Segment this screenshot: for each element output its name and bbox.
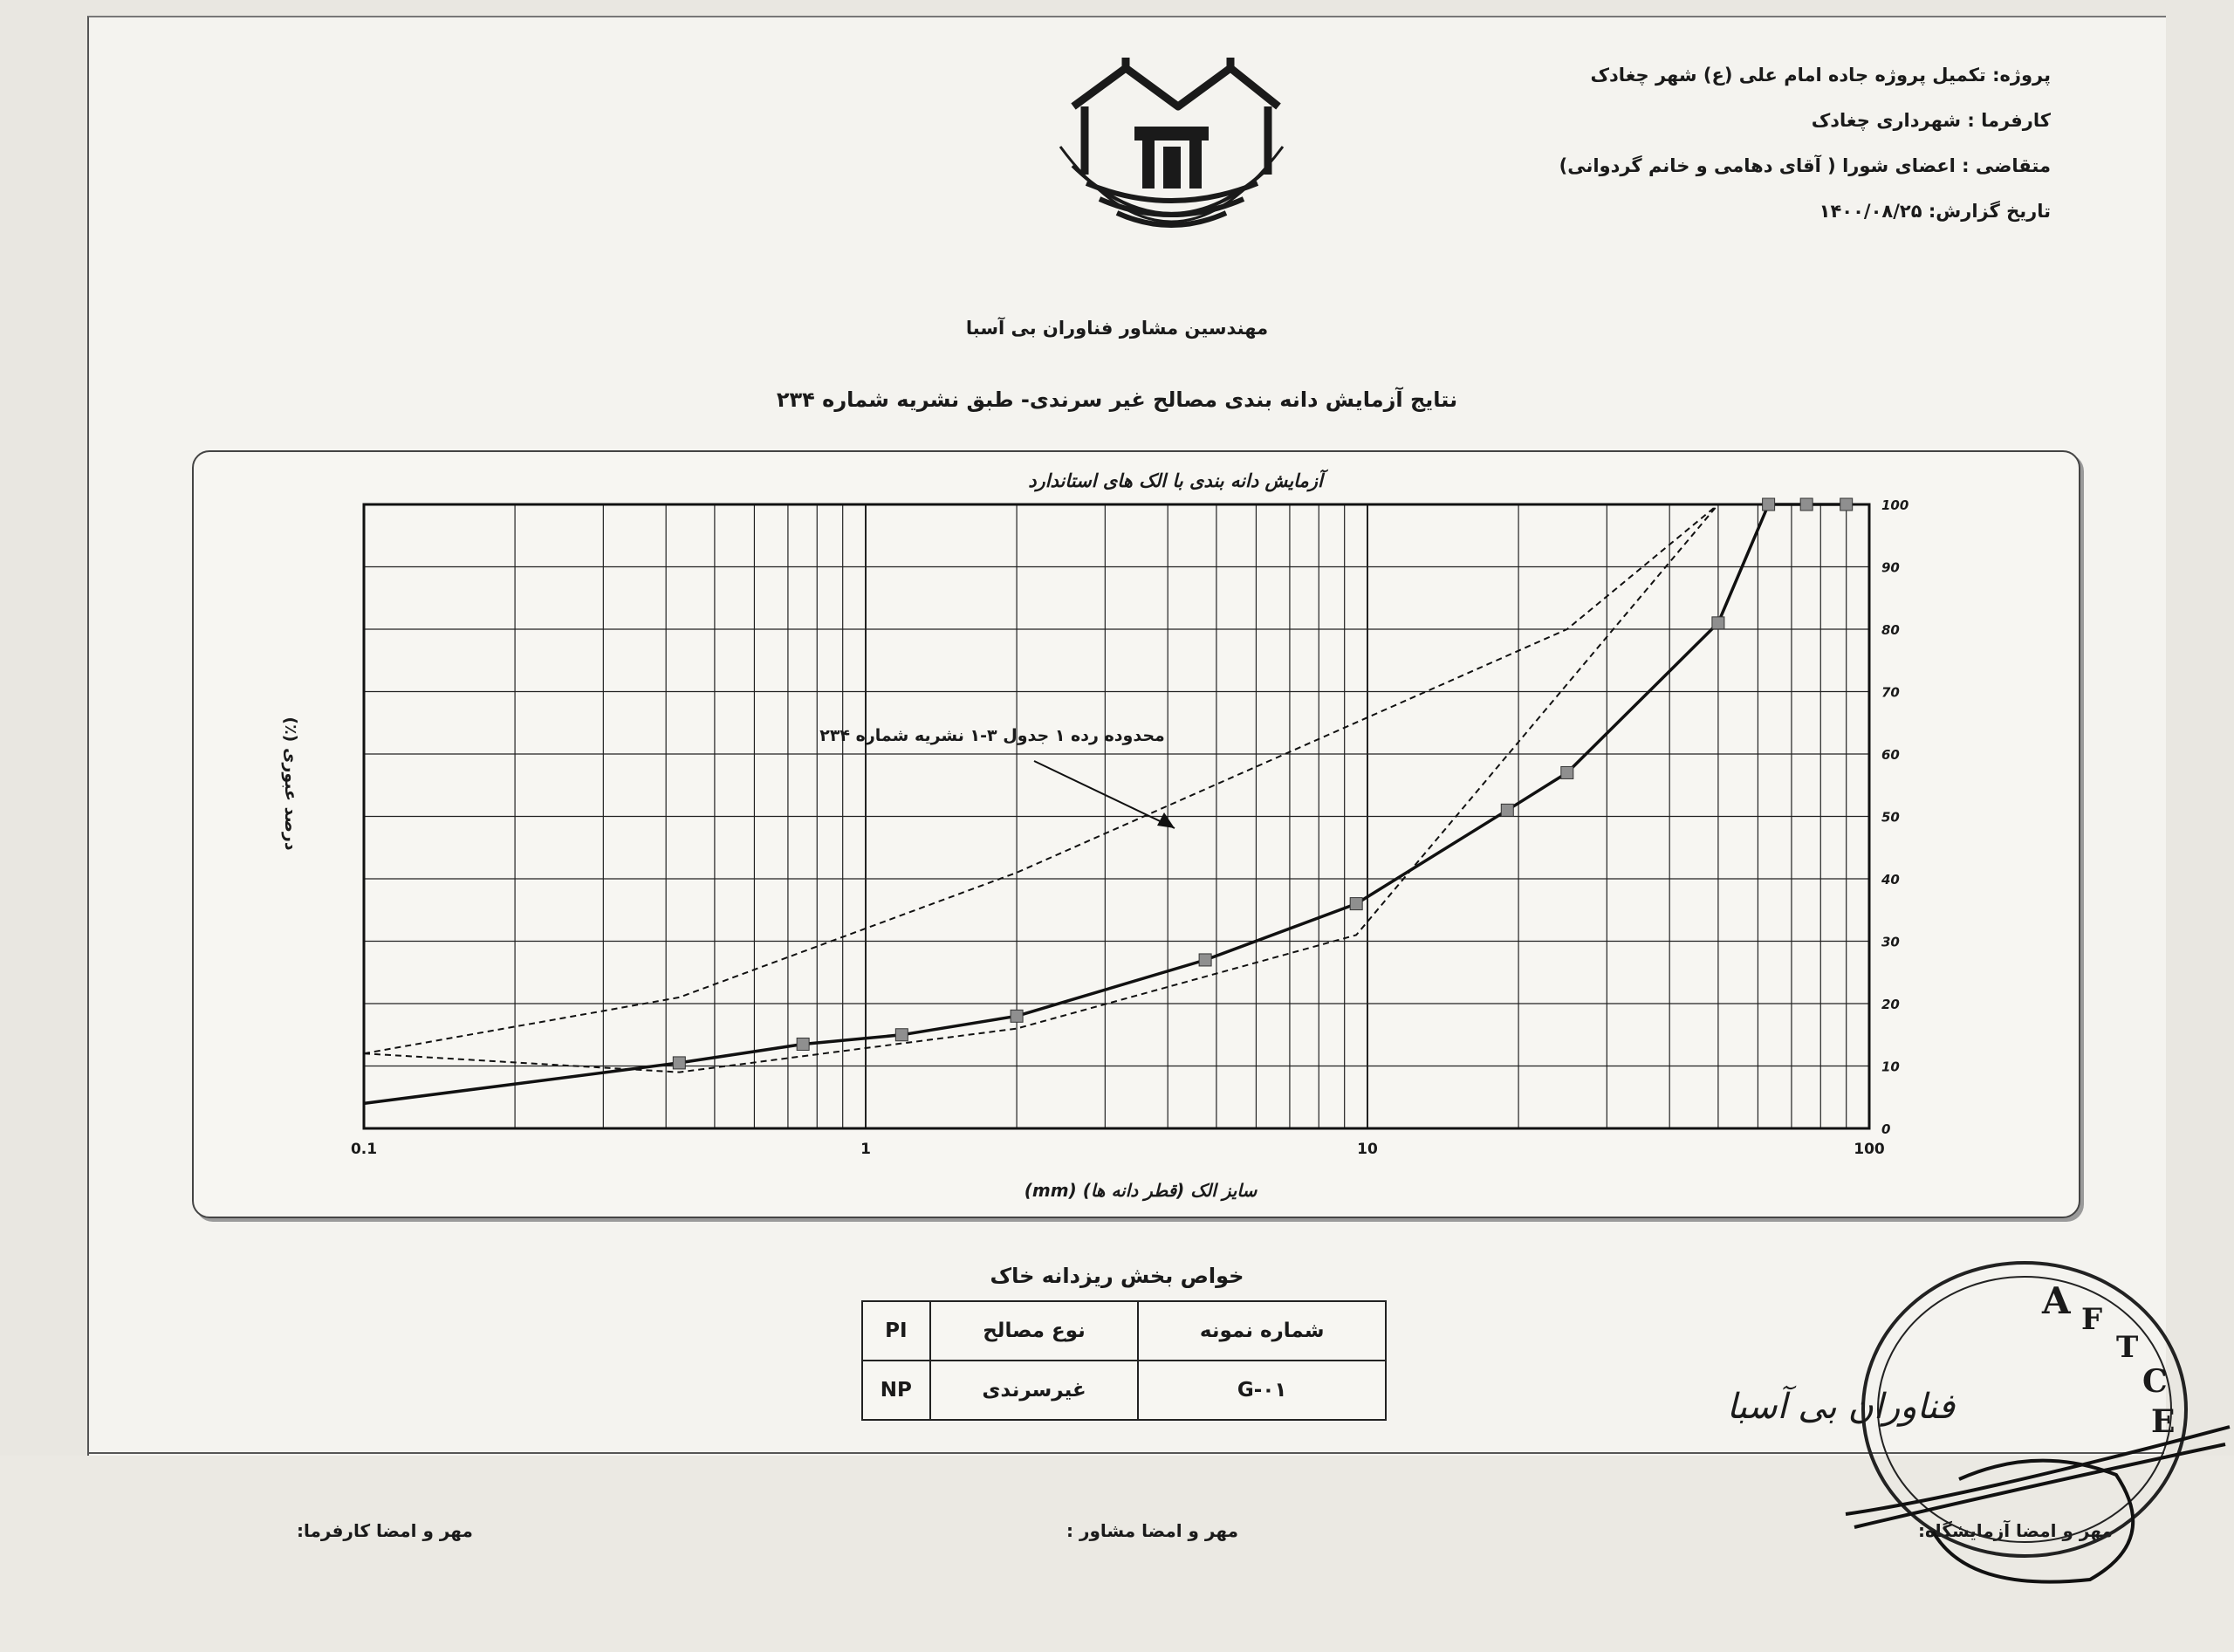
annotation-arrow-line (1034, 761, 1175, 828)
report-title: نتایج آزمایش دانه بندی مصالح غیر سرندی- طبق نشریه شماره ۲۳۴ (776, 387, 1458, 412)
client-signature-label: مهر و امضا کارفرما: (297, 1520, 473, 1541)
data-point-marker (1561, 766, 1573, 778)
data-point-marker (1800, 498, 1813, 511)
y-tick-label: 80 (1881, 622, 1900, 638)
svg-text:F: F (2081, 1302, 2103, 1337)
limit-curve-line (364, 504, 1718, 1073)
svg-text:C: C (2142, 1363, 2168, 1400)
consultant-company: مهندسین مشاور فناوران بی آسبا (965, 318, 1269, 339)
gradation-chart (194, 452, 2079, 1217)
data-point-marker (895, 1029, 908, 1041)
sample-number-cell: G-۰۱ (1138, 1361, 1386, 1420)
report-date: تاریخ گزارش: ۱۴۰۰/۰۸/۲۵ (1819, 201, 2051, 222)
y-tick-label: 30 (1881, 934, 1900, 950)
y-tick-label: 20 (1881, 997, 1900, 1012)
data-point-marker (1011, 1010, 1023, 1022)
y-tick-label: 100 (1881, 497, 1909, 513)
y-tick-label: 90 (1881, 559, 1900, 576)
lab-signature-label: مهر و امضا آزمایشگاه: (1918, 1520, 2113, 1541)
y-tick-label: 60 (1881, 747, 1900, 763)
house-logo-icon (1052, 44, 1292, 257)
project-line: پروژه: تکمیل پروژه جاده امام علی (ع) شهر چغادک (1590, 65, 2051, 86)
svg-text:T: T (2116, 1330, 2139, 1365)
data-point-marker (1350, 898, 1362, 910)
company-logo (1052, 44, 1292, 257)
limit-curve-line (364, 504, 1718, 1053)
data-point-marker (1840, 498, 1853, 511)
y-tick-label: 70 (1881, 684, 1900, 701)
consultant-signature-label: مهر و امضا مشاور : (1066, 1520, 1238, 1541)
svg-text:E: E (2151, 1403, 2176, 1440)
y-tick-label: 0 (1881, 1121, 1891, 1137)
data-point-marker (1501, 804, 1513, 816)
y-tick-label: 40 (1881, 872, 1900, 888)
x-axis-label: سایز الک (قطر دانه ها) (mm) (1024, 1180, 1257, 1201)
y-tick-labels (1881, 497, 1908, 1137)
header-material-type: نوع مصالح (930, 1301, 1139, 1361)
limit-annotation (819, 726, 1175, 828)
data-point-marker (1712, 617, 1724, 629)
fines-properties-table (861, 1300, 1387, 1421)
data-point-marker (673, 1057, 685, 1069)
header-sample-number: شماره نمونه (1138, 1301, 1386, 1361)
employer-line: کارفرما : شهرداری چغادک (1811, 110, 2051, 131)
chart-title: آزمایش دانه بندی با الک های استاندارد (1028, 470, 1323, 491)
x-tick-label: 10 (1357, 1141, 1378, 1158)
x-tick-label: 100 (1854, 1141, 1885, 1158)
table-header-row (862, 1301, 1386, 1361)
y-tick-label: 10 (1881, 1059, 1900, 1075)
x-tick-label: 0.1 (350, 1141, 378, 1158)
data-point-marker (797, 1038, 809, 1050)
svg-text:A: A (2042, 1279, 2071, 1322)
fines-section-title: خواص بخش ریزدانه خاک (990, 1264, 1244, 1288)
annotation-label: محدوده رده ۱ جدول ۳-۱ نشریه شماره ۲۳۴ (819, 726, 1165, 745)
stamp-text: فناوران بی آسبا (1726, 1387, 1955, 1427)
report-header (1559, 52, 2051, 234)
data-point-marker (1199, 954, 1211, 966)
lab-stamp (1726, 1226, 2234, 1601)
chart-series (364, 498, 1853, 1103)
chart-grid (364, 504, 1869, 1128)
pi-cell: NP (862, 1361, 930, 1420)
material-type-cell: غیرسرندی (930, 1361, 1139, 1420)
lab-seal-icon (1726, 1226, 2234, 1601)
y-axis-label: درصد عبوری (٪) (281, 716, 300, 851)
header-pi: PI (862, 1301, 930, 1361)
applicant-line: متقاضی : اعضای شورا ( آقای دهامی و خانم گردوانی) (1559, 155, 2051, 176)
x-tick-labels (351, 1141, 1885, 1158)
y-tick-label: 50 (1881, 809, 1900, 826)
x-tick-label: 1 (860, 1141, 871, 1158)
data-point-marker (1763, 498, 1775, 511)
gradation-chart-frame (192, 450, 2080, 1218)
table-row (862, 1361, 1386, 1420)
